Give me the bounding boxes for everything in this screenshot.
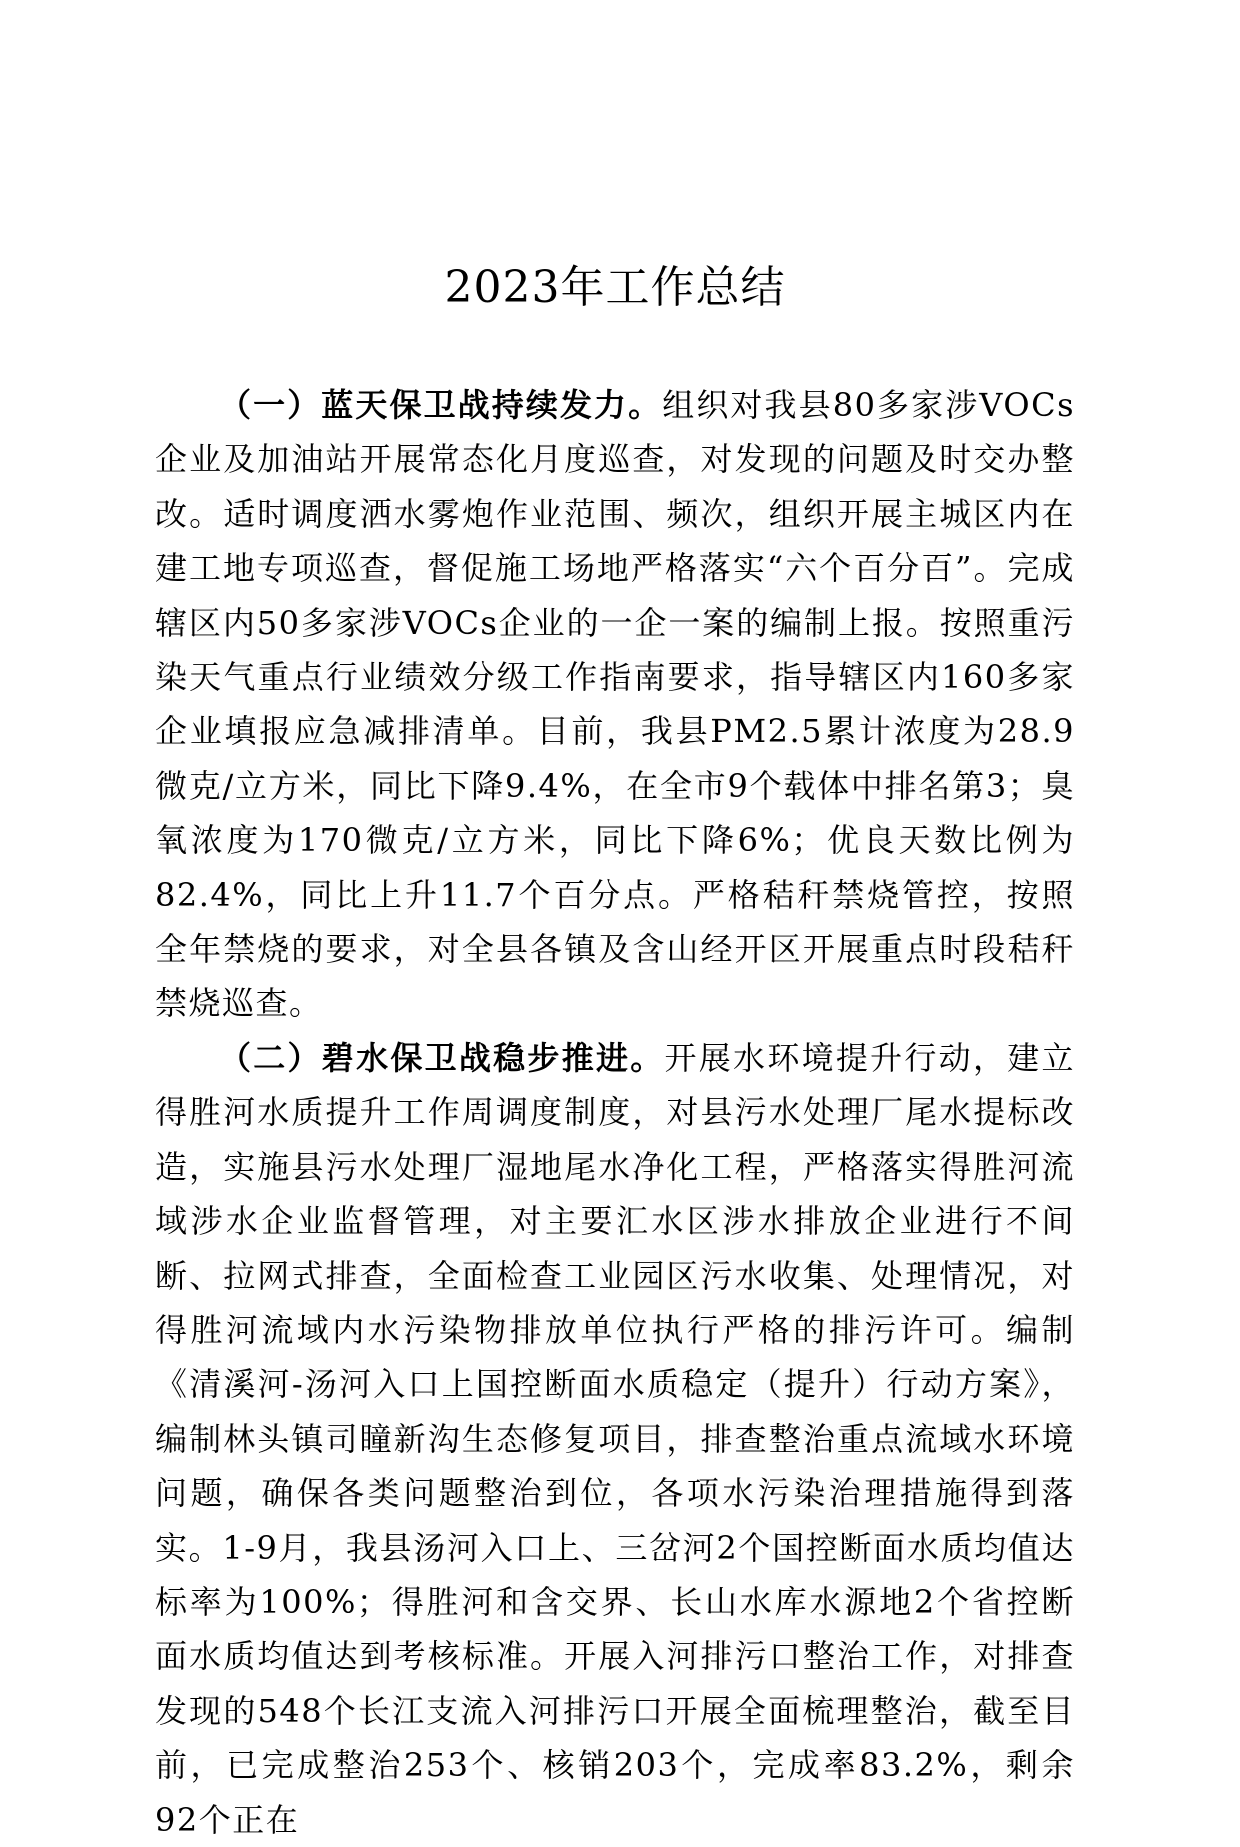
section-heading: （一）蓝天保卫战持续发力。 <box>219 386 663 424</box>
section-paragraph <box>155 378 1075 1031</box>
section-text: 开展水环境提升行动，建立得胜河水质提升工作周调度制度，对县污水处理厂尾水提标改造，实施县污水处理厂湿地尾水净化工程，严格落实得胜河流域涉水企业监督管理，对主要汇水区涉水排放企业进行不间断、拉网式排查，全面检查工业园区污水收集、处理情况，对得胜河流域内水污染物排放单位执行严格的排污许可。编制《清溪河-汤河入口上国控断面水质稳定（提升）行动方案》，编制林头镇司瞳新沟生态修复项目，排查整治重点流域水环境问题，确保各类问题整治到位，各项水污染治理措施得到落实。1-9月，我县汤河入口上、三岔河2个国控断面水质均值达标率为100%；得胜河和含交界、长山水库水源地2个省控断面水质均值达到考核标准。开展入河排污口整治工作，对排查发现的548个长江支流入河排污口开展全面梳理整治，截至目前，已完成整治253个、核销203个，完成率83.2%，剩余92个正在 <box>155 1038 1075 1839</box>
page-title: 2023年工作总结 <box>444 262 786 313</box>
section-heading: （二）碧水保卫战稳步推进。 <box>219 1038 665 1077</box>
section-paragraph <box>155 1031 1075 1847</box>
section-text: 组织对我县80多家涉VOCs企业及加油站开展常态化月度巡查，对发现的问题及时交办整改。适时调度洒水雾炮作业范围、频次，组织开展主城区内在建工地专项巡查，督促施工场地严格落实“六个百分百”。完成辖区内50多家涉VOCs企业的一企一案的编制上报。按照重污染天气重点行业绩效分级工作指南要求，指导辖区内160多家企业填报应急减排清单。目前，我县PM2.5累计浓度为28.9微克/立方米，同比下降9.4%，在全市9个载体中排名第3；臭氧浓度为170微克/立方米，同比下降6%；优良天数比例为82.4%，同比上升11.7个百分点。严格秸秆禁烧管控，按照全年禁烧的要求，对全县各镇及含山经开区开展重点时段秸秆禁烧巡查。 <box>155 386 1075 1023</box>
document-body <box>155 378 1075 1847</box>
